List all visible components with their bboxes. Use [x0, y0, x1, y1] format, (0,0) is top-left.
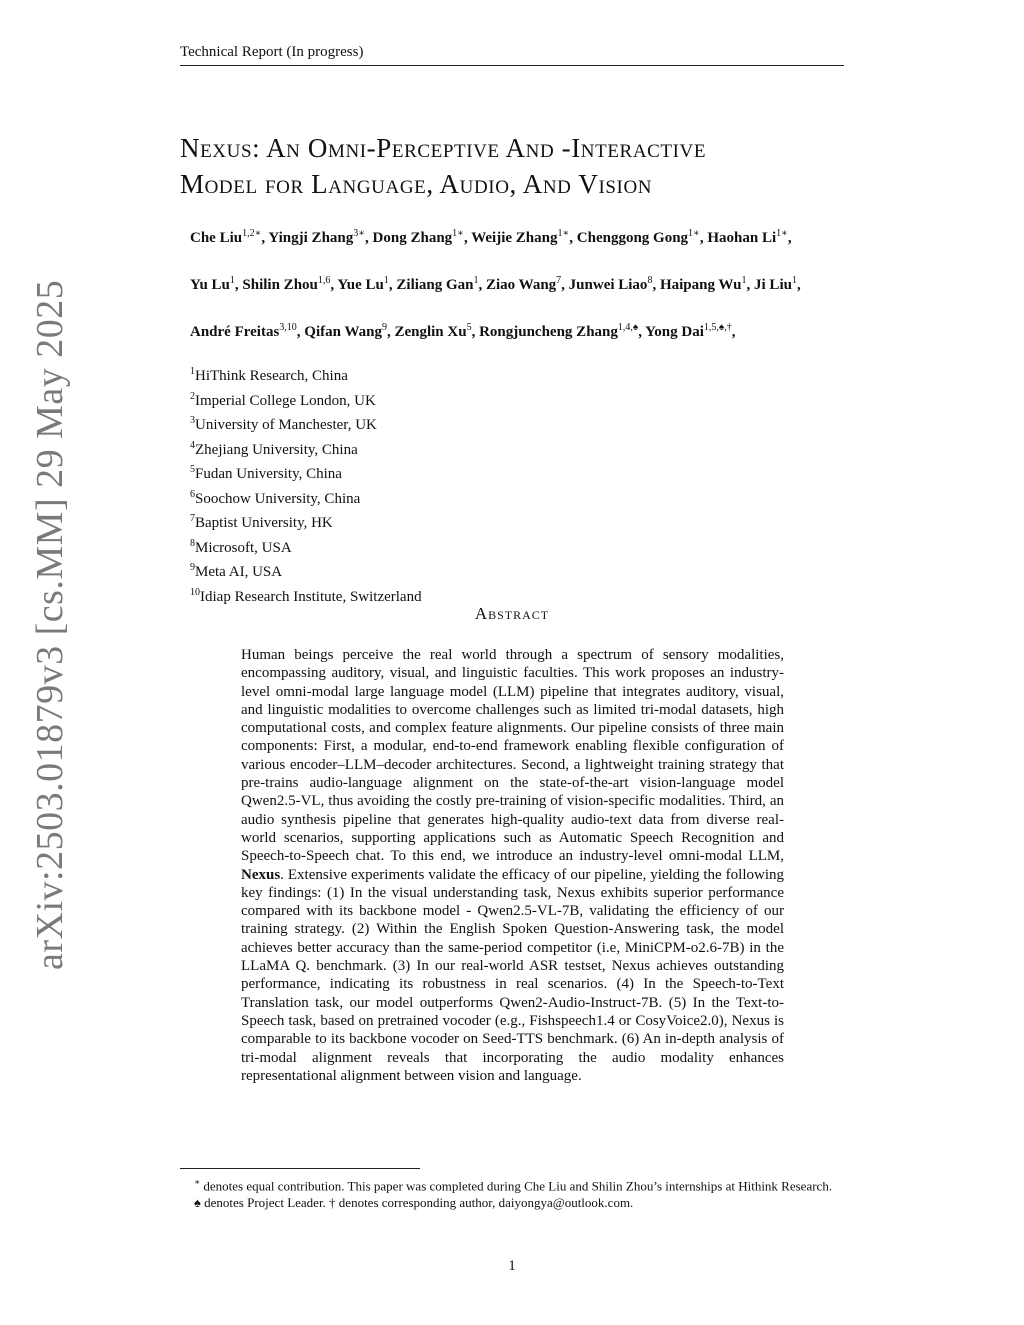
affiliation-name: Meta AI, USA: [195, 564, 283, 580]
abstract-text-part-2: . Extensive experiments validate the efficacy of our pipeline, yielding the following key findings: (1) In the visual understanding task, Nexus exhibits superior performance compared with its backbone model - Qwen2.5-VL-7B, validating the efficiency of our training strategy. (2) Within the English Spoken Question-Answering task, the model achieves better accuracy than the same-period competitor (i.e, MiniCPM-o2.6-7B) in the LLaMA Q. benchmark. (3) In our real-world ASR testset, Nexus achieves outstanding performance, indicating its robustness in real scenarios. (4) In the Speech-to-Text Translation task, our model outperforms Qwen2-Audio-Instruct-7B. (5) In the Text-to-Speech task, based on pretrained vocoder (e.g., Fishspeech1.4 or CosyVoice2.0), Nexus is comparable to its backbone vocoder on Seed-TTS benchmark. (6) An in-depth analysis of tri-modal alignment reveals that incorporating the audio modality enhances representational alignment between vision and language.: [241, 866, 784, 1084]
author-name: Che Liu: [190, 230, 243, 246]
affiliation-name: Zhejiang University, China: [195, 441, 358, 458]
affiliation-name: Imperial College London, UK: [195, 392, 376, 409]
author-affiliation-mark: 1: [791, 275, 797, 286]
author-name: Haipang Wu: [659, 277, 742, 293]
running-head: Technical Report (In progress): [180, 44, 364, 60]
affiliation-item: [190, 362, 422, 387]
author-affiliation-mark: 9: [381, 322, 387, 333]
affiliation-item: [190, 436, 422, 461]
affiliation-name: University of Manchester, UK: [195, 417, 377, 433]
author-affiliation-mark: 1∗: [557, 228, 570, 239]
author-name: Shilin Zhou: [242, 277, 318, 293]
title-line-2: Model for Language, Audio, And Vision: [180, 169, 653, 199]
paper-title: [180, 130, 860, 202]
affiliation-item: [190, 509, 422, 534]
affiliation-name: Microsoft, USA: [195, 539, 292, 556]
affiliation-number: 3: [190, 415, 195, 426]
author-name: Rongjuncheng Zhang: [479, 324, 618, 340]
affiliation-list: [190, 362, 422, 607]
author-affiliation-mark: 1∗: [452, 228, 464, 239]
author-affiliation-mark: 1,5,♠,†: [703, 322, 732, 333]
header-rule: [180, 65, 844, 66]
author-affiliation-mark: 1: [473, 275, 479, 286]
affiliation-item: [190, 460, 422, 485]
author-name: Haohan Li: [707, 230, 777, 246]
author-line-1: Che Liu$^{1,2∗}$, Yingji Zhang$^{3∗}$, Dong Zhang$^{1∗}$, Weijie Zhang$^{1∗}$, Chenggong Gong$^{1∗}$, Haohan $Li^{1∗}$,: [190, 228, 792, 246]
affiliation-item: [190, 485, 422, 510]
author-affiliation-mark: 3,10: [279, 322, 297, 333]
author-affiliation-mark: 1: [383, 275, 389, 286]
author-affiliation-mark: 1: [741, 275, 747, 286]
affiliation-name: Fudan University, China: [195, 466, 342, 482]
affiliation-number: 1: [190, 366, 195, 377]
author-affiliation-mark: 5: [466, 322, 472, 333]
affiliation-item: [190, 558, 422, 583]
author-line-2: Yu Lu$^1$, Shilin Zhou$^{1,6}$, Yue Lu$^1$, Ziliang Gan$^1$, Ziao Wang$^7$, Junwei Liao$^8$, Haipang Wu$^1$, Ji Liu$^1$,: [190, 275, 801, 293]
arxiv-identifier-stamp: arXiv:2503.01879v3 [cs.MM] 29 May 2025: [29, 279, 71, 970]
author-name: Yu Lu: [190, 277, 230, 293]
author-affiliation-mark: 1: [229, 275, 235, 286]
model-name: Nexus: [241, 866, 281, 883]
affiliation-number: 10: [190, 586, 200, 598]
affiliation-item: [190, 534, 422, 559]
author-name: Ziao Wang: [486, 277, 557, 293]
equal-contribution-mark: ∗: [194, 1177, 201, 1187]
affiliation-number: 4: [190, 439, 195, 451]
title-line-1: Nexus: An Omni-Perceptive And -Interactive: [180, 133, 707, 163]
author-name: Junwei Liao: [568, 277, 648, 293]
author-affiliation-mark: 1,2∗: [242, 228, 262, 239]
affiliation-number: 9: [190, 562, 195, 573]
author-name: Zenglin Xu: [394, 324, 467, 340]
affiliation-number: 7: [190, 513, 195, 524]
author-affiliation-mark: 3∗: [353, 228, 366, 239]
footnote-project-leader: ♠ denotes Project Leader. † denotes corresponding author, daiyongya@outlook.com.: [194, 1195, 634, 1211]
affiliation-name: Soochow University, China: [195, 490, 361, 507]
affiliation-number: 2: [190, 390, 195, 402]
affiliation-number: 5: [190, 464, 195, 475]
author-affiliation-mark: 8: [647, 275, 653, 286]
author-name: Yong Dai: [645, 324, 704, 340]
affiliation-name: Idiap Research Institute, Switzerland: [200, 588, 422, 605]
affiliation-number: 8: [190, 537, 195, 549]
page-number: 1: [508, 1258, 516, 1274]
author-name: Dong Zhang: [372, 230, 453, 246]
affiliation-item: [190, 387, 422, 412]
author-affiliation-mark: 1∗: [688, 228, 700, 239]
author-affiliation-mark: 1∗: [776, 228, 788, 239]
author-name: Weijie Zhang: [471, 230, 558, 246]
author-affiliation-mark: 1,4,♠: [617, 322, 639, 333]
affiliation-number: 6: [190, 488, 195, 500]
author-name: Chenggong Gong: [576, 230, 689, 246]
author-name: Yue Lu: [337, 277, 384, 293]
author-line-3: André Freitas$^{3,10}$, Qifan Wang$^9$, Zenglin Xu$^5$, Rongjuncheng Zhang$^{1,4,♠}$, Yong Dai$^{1,5,♠,\dagger}$,: [190, 322, 736, 340]
footnote-rule: [180, 1168, 420, 1169]
author-affiliation-mark: 7: [556, 275, 562, 286]
affiliation-name: Baptist University, HK: [195, 515, 333, 531]
author-name: Yingji Zhang: [268, 230, 354, 246]
author-name: André Freitas: [190, 324, 280, 340]
footnotes: [180, 1174, 844, 1211]
author-name: Ji Liu: [754, 277, 792, 293]
footnote-equal-contribution: [180, 1174, 844, 1194]
author-name: Ziliang Gan: [396, 277, 474, 293]
abstract-body: [241, 646, 784, 1085]
author-affiliation-mark: 1,6: [317, 275, 331, 286]
equal-contribution-text: denotes equal contribution. This paper was completed during Che Liu and Shilin Zhou’s internships at Hithink Research.: [200, 1178, 833, 1194]
abstract-text-part-1: Human beings perceive the real world through a spectrum of sensory modalities, encompassing auditory, visual, and linguistic faculties. This work proposes an industry-level omni-modal large language model (LLM) pipeline that integrates auditory, visual, and linguistic modalities to overcome challenges such as limited tri-modal datasets, high computational costs, and complex feature alignments. Our pipeline consists of three main components: First, a modular, end-to-end framework enabling flexible configuration of various encoder–LLM–decoder architectures. Second, a lightweight training strategy that pre-trains audio-language alignment on the state-of-the-art vision-language model Qwen2.5-VL, thus avoiding the costly pre-training of vision-specific modalities. Third, an audio synthesis pipeline that generates high-quality audio-text data from diverse real-world scenarios, supporting applications such as Automatic Speech Recognition and Speech-to-Speech chat. To this end, we introduce an industry-level omni-modal LLM,: [241, 647, 784, 865]
affiliation-item: [190, 411, 422, 436]
author-name: Qifan Wang: [304, 324, 382, 340]
affiliation-name: HiThink Research, China: [195, 368, 348, 384]
abstract-heading: Abstract: [474, 604, 550, 623]
